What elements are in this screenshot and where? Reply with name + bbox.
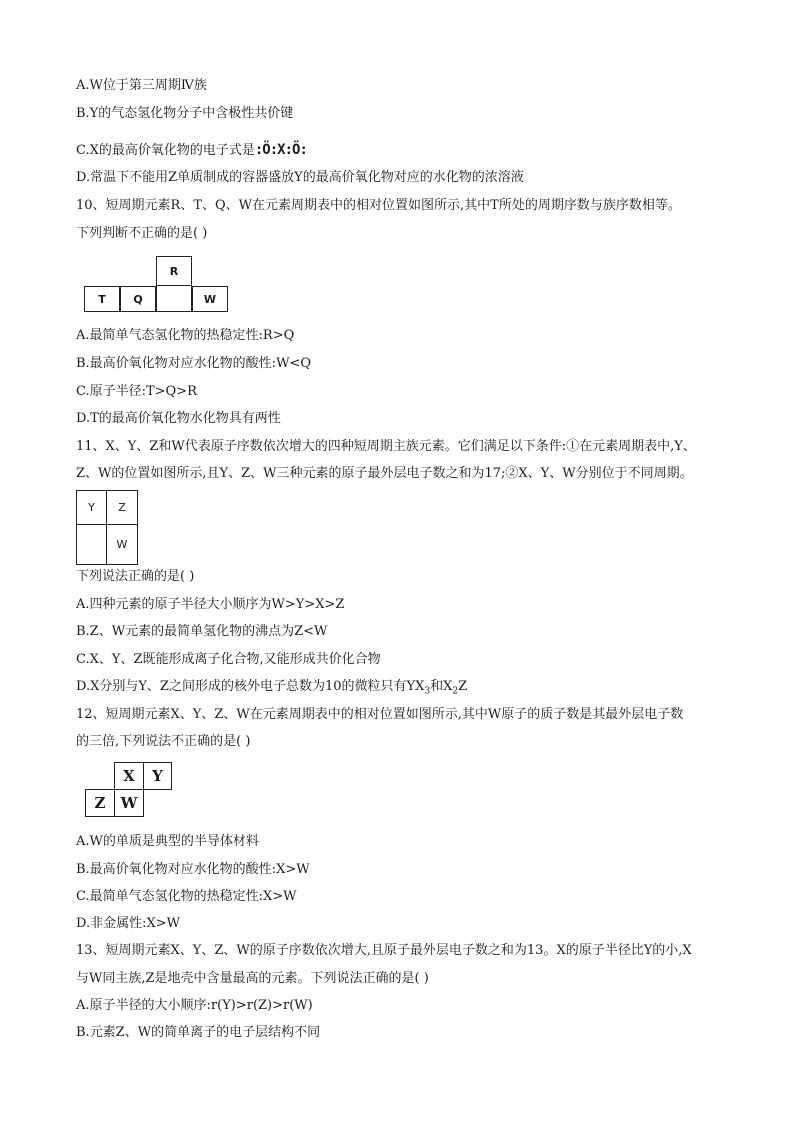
q12-option-c: C.最简单气态氢化物的热稳定性:X>W <box>76 889 297 904</box>
q11-option-c: C.X、Y、Z既能形成离子化合物,又能形成共价化合物 <box>76 652 381 667</box>
q12-cell-y: Y <box>143 762 172 790</box>
q11-option-d-sub1: 3 <box>424 686 431 697</box>
q9-option-b: B.Y的气态氢化物分子中含极性共价键 <box>76 106 294 121</box>
q12-stem-line2: 的三倍,下列说法不正确的是( ) <box>76 734 251 749</box>
q13-option-a <box>76 998 313 1014</box>
q11-cell-w: W <box>106 524 138 565</box>
q9-option-d: D.常温下不能用Z单质制成的容器盛放Y的最高价氧化物对应的水化物的浓溶液 <box>76 170 524 185</box>
q10-stem-line2: 下列判断不正确的是( ) <box>76 226 208 241</box>
q11-cell-y: Y <box>76 490 107 525</box>
q9-option-c-text: C.X的最高价氧化物的电子式是 <box>76 143 255 158</box>
q13-option-a-text: A.原子半径的大小顺序: <box>76 998 211 1013</box>
q13-stem-line1: 13、短周期元素X、Y、Z、W的原子序数依次增大,且原子最外层电子数之和为13。X的原子半径比Y的小,X <box>76 943 692 958</box>
q12-stem-line1: 12、短周期元素X、Y、Z、W在元素周期表中的相对位置如图所示,其中W原子的质子数是其最外层电子数 <box>76 707 684 722</box>
q13-option-b: B.元素Z、W的简单离子的电子层结构不同 <box>76 1025 321 1040</box>
q11-cell-empty <box>76 524 107 565</box>
q13-stem-line2: 与W同主族,Z是地壳中含量最高的元素。下列说法正确的是( ) <box>76 971 429 986</box>
q10-option-d: D.T的最高价氧化物水化物具有两性 <box>76 411 281 426</box>
q12-cell-z: Z <box>85 789 115 817</box>
q10-cell-r: R <box>156 256 192 286</box>
q10-option-b: B.最高价氧化物对应水化物的酸性:W<Q <box>76 356 311 371</box>
q11-cell-z: Z <box>106 490 138 525</box>
q12-option-a: A.W的单质是典型的半导体材料 <box>76 834 259 849</box>
q13-option-a-formula: r(Y)>r(Z)>r(W) <box>210 998 313 1013</box>
q11-option-d-suffix: Z <box>458 679 468 694</box>
q11-option-a: A.四种元素的原子半径大小顺序为W>Y>X>Z <box>76 597 345 612</box>
q9-option-a: A.W位于第三周期Ⅳ族 <box>76 78 207 93</box>
q11-option-d <box>76 679 467 700</box>
q10-option-a: A.最简单气态氢化物的热稳定性:R>Q <box>76 328 295 343</box>
q12-cell-w: W <box>114 789 144 817</box>
q11-stem-line2: Z、W的位置如图所示,且Y、Z、W三种元素的原子最外层电子数之和为17;②X、Y、W分别位于不同周期。 <box>76 466 693 481</box>
q10-cell-w: W <box>192 286 228 312</box>
q11-option-b: B.Z、W元素的最简单氢化物的沸点为Z<W <box>76 624 328 639</box>
q9-electron-formula: :Ö:X:Ö: <box>254 142 307 158</box>
q11-option-d-text: D.X分别与Y、Z之间形成的核外电子总数为10的微粒只有YX <box>76 679 425 694</box>
q11-stem-line3: 下列说法正确的是( ) <box>76 569 195 584</box>
q12-cell-x: X <box>114 762 144 790</box>
q10-stem-line1: 10、短周期元素R、T、Q、W在元素周期表中的相对位置如图所示,其中T所处的周期序数与族序数相等。 <box>76 198 681 213</box>
q12-option-b: B.最高价氧化物对应水化物的酸性:X>W <box>76 862 310 877</box>
q11-option-d-sub2: 2 <box>452 686 459 697</box>
q11-option-d-mid: 和X <box>430 679 453 694</box>
q10-cell-q: Q <box>120 286 156 312</box>
q9-option-c <box>76 142 307 159</box>
q12-option-d: D.非金属性:X>W <box>76 916 180 931</box>
q10-cell-t: T <box>84 286 120 312</box>
q11-stem-line1: 11、X、Y、Z和W代表原子序数依次增大的四种短周期主族元素。它们满足以下条件:①在元素周期表中,Y、 <box>76 439 696 454</box>
q10-cell-empty <box>156 286 192 312</box>
q10-option-c: C.原子半径:T>Q>R <box>76 384 197 399</box>
